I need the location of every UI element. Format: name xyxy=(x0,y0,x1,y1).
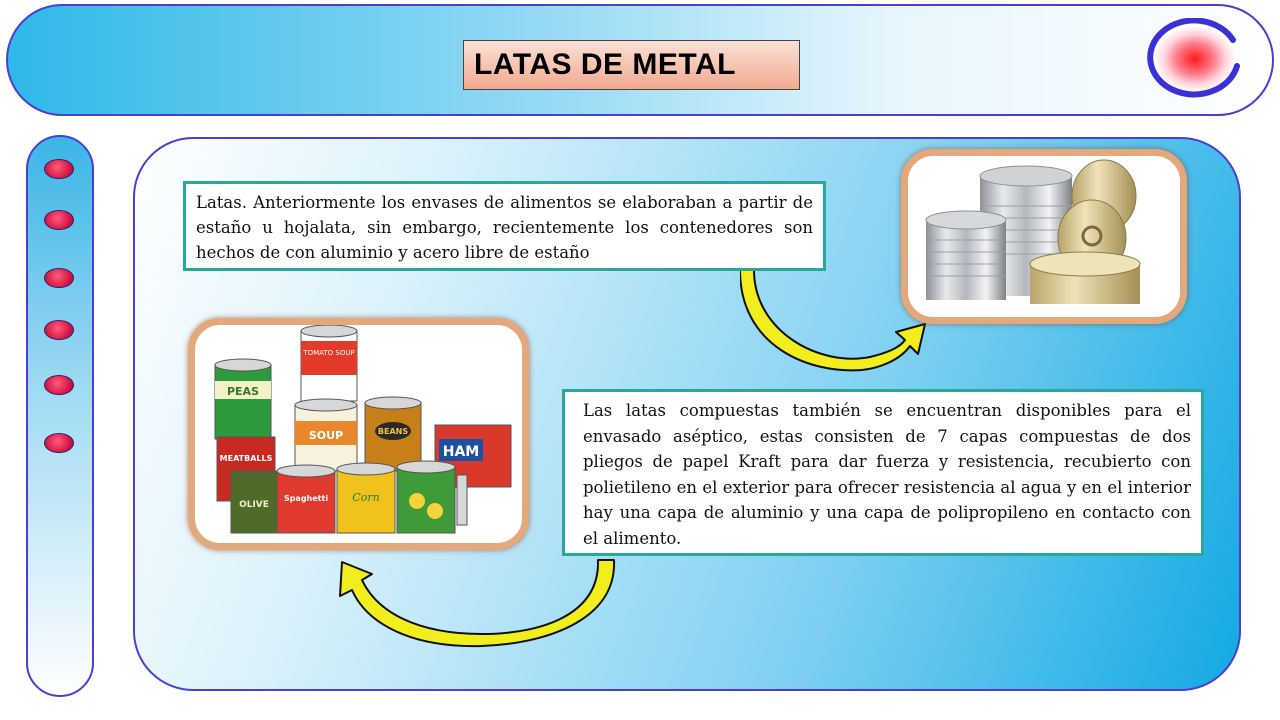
beans-label: BEANS xyxy=(377,427,409,436)
food-cans-image xyxy=(188,318,529,550)
metal-cans-photo-icon xyxy=(908,156,1180,317)
logo-ring-icon xyxy=(1145,18,1245,100)
spaghetti-label: Spaghetti xyxy=(283,494,329,503)
description-tin-cans: Latas. Anteriormente los envases de alimentos se elaboraban a partir de estaño u hojalata, sin embargo, recientemente los contenedores son hechos de con aluminio y acero libre de estaño xyxy=(183,181,826,271)
nav-dot-3[interactable] xyxy=(44,268,74,288)
description-composite-cans: Las latas compuestas también se encuentran disponibles para el envasado aséptico, estas consisten de 7 capas compuestas de dos pliegos de papel Kraft para dar fuerza y resistencia, recubierto con polietileno en el exterior para ofrecer resistencia al agua y en el interior hay una capa de aluminio y una capa de polipropileno en contacto con el alimento. xyxy=(562,389,1204,556)
nav-dot-2[interactable] xyxy=(44,210,74,230)
ham-label: HAM xyxy=(442,444,480,460)
curved-arrow-left-icon xyxy=(322,552,627,654)
tomato-soup-label: TOMATO SOUP xyxy=(303,349,355,357)
page-title: LATAS DE METAL xyxy=(463,40,800,90)
metal-cans-image xyxy=(901,149,1187,324)
corn-label: Corn xyxy=(352,491,380,504)
nav-dot-5[interactable] xyxy=(44,375,74,395)
nav-dot-1[interactable] xyxy=(44,159,74,179)
meatballs-label: MEATBALLS xyxy=(219,454,273,463)
olive-label: OLIVE xyxy=(239,500,269,510)
nav-dot-6[interactable] xyxy=(44,433,74,453)
nav-dot-4[interactable] xyxy=(44,320,74,340)
peas-label: PEAS xyxy=(226,385,260,398)
soup-label: SOUP xyxy=(308,429,344,442)
food-cans-illustration-icon xyxy=(195,325,522,543)
